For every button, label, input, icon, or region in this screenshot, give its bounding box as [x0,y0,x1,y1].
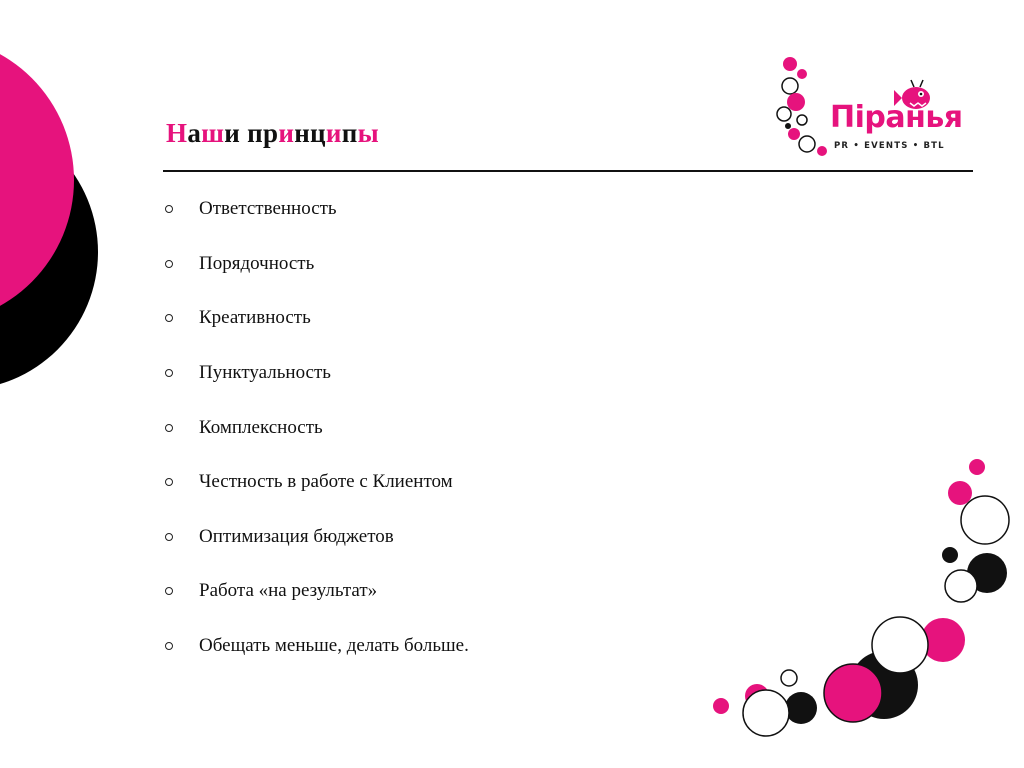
list-item [163,182,469,237]
list-item-text: Честность в работе с Клиентом [199,471,453,493]
list-item [163,510,469,565]
title-part: нц [294,118,326,148]
list-item-text: Креативность [199,307,311,329]
list-item-text: Пунктуальность [199,362,331,384]
list-item [163,455,469,510]
bullet-circle-icon [165,260,173,268]
bullet-circle-icon [165,314,173,322]
list-item [163,564,469,619]
bullet-circle-icon [165,205,173,213]
list-item [163,291,469,346]
title-part: ы [357,118,380,148]
list-item [163,237,469,292]
title-part: и [325,118,342,148]
slide-title [166,118,379,149]
title-part: и пр [224,118,279,148]
title-part: Н [166,118,188,148]
logo-tagline: PR • EVENTS • BTL [834,141,945,151]
list-item [163,619,469,674]
bullet-circle-icon [165,642,173,650]
list-item [163,346,469,401]
right-decorative-circles [700,450,1024,768]
title-part: и [278,118,295,148]
title-part: а [187,118,202,148]
list-item-text: Оптимизация бюджетов [199,525,394,547]
bullet-circle-icon [165,478,173,486]
bullet-circle-icon [165,533,173,541]
list-item-text: Комплексность [199,416,323,438]
principles-list [163,182,469,673]
bullet-circle-icon [165,369,173,377]
list-item-text: Порядочность [199,252,315,274]
list-item [163,400,469,455]
list-item-text: Обещать меньше, делать больше. [199,635,469,657]
title-divider [163,170,973,172]
left-decorative-circles [0,0,110,410]
list-item-text: Ответственность [199,198,337,220]
bullet-circle-icon [165,587,173,595]
title-part: п [341,118,358,148]
logo-wordmark: Піранья [830,100,963,135]
title-part: ш [201,118,225,148]
list-item-text: Работа «на результат» [199,580,378,602]
bullet-circle-icon [165,424,173,432]
